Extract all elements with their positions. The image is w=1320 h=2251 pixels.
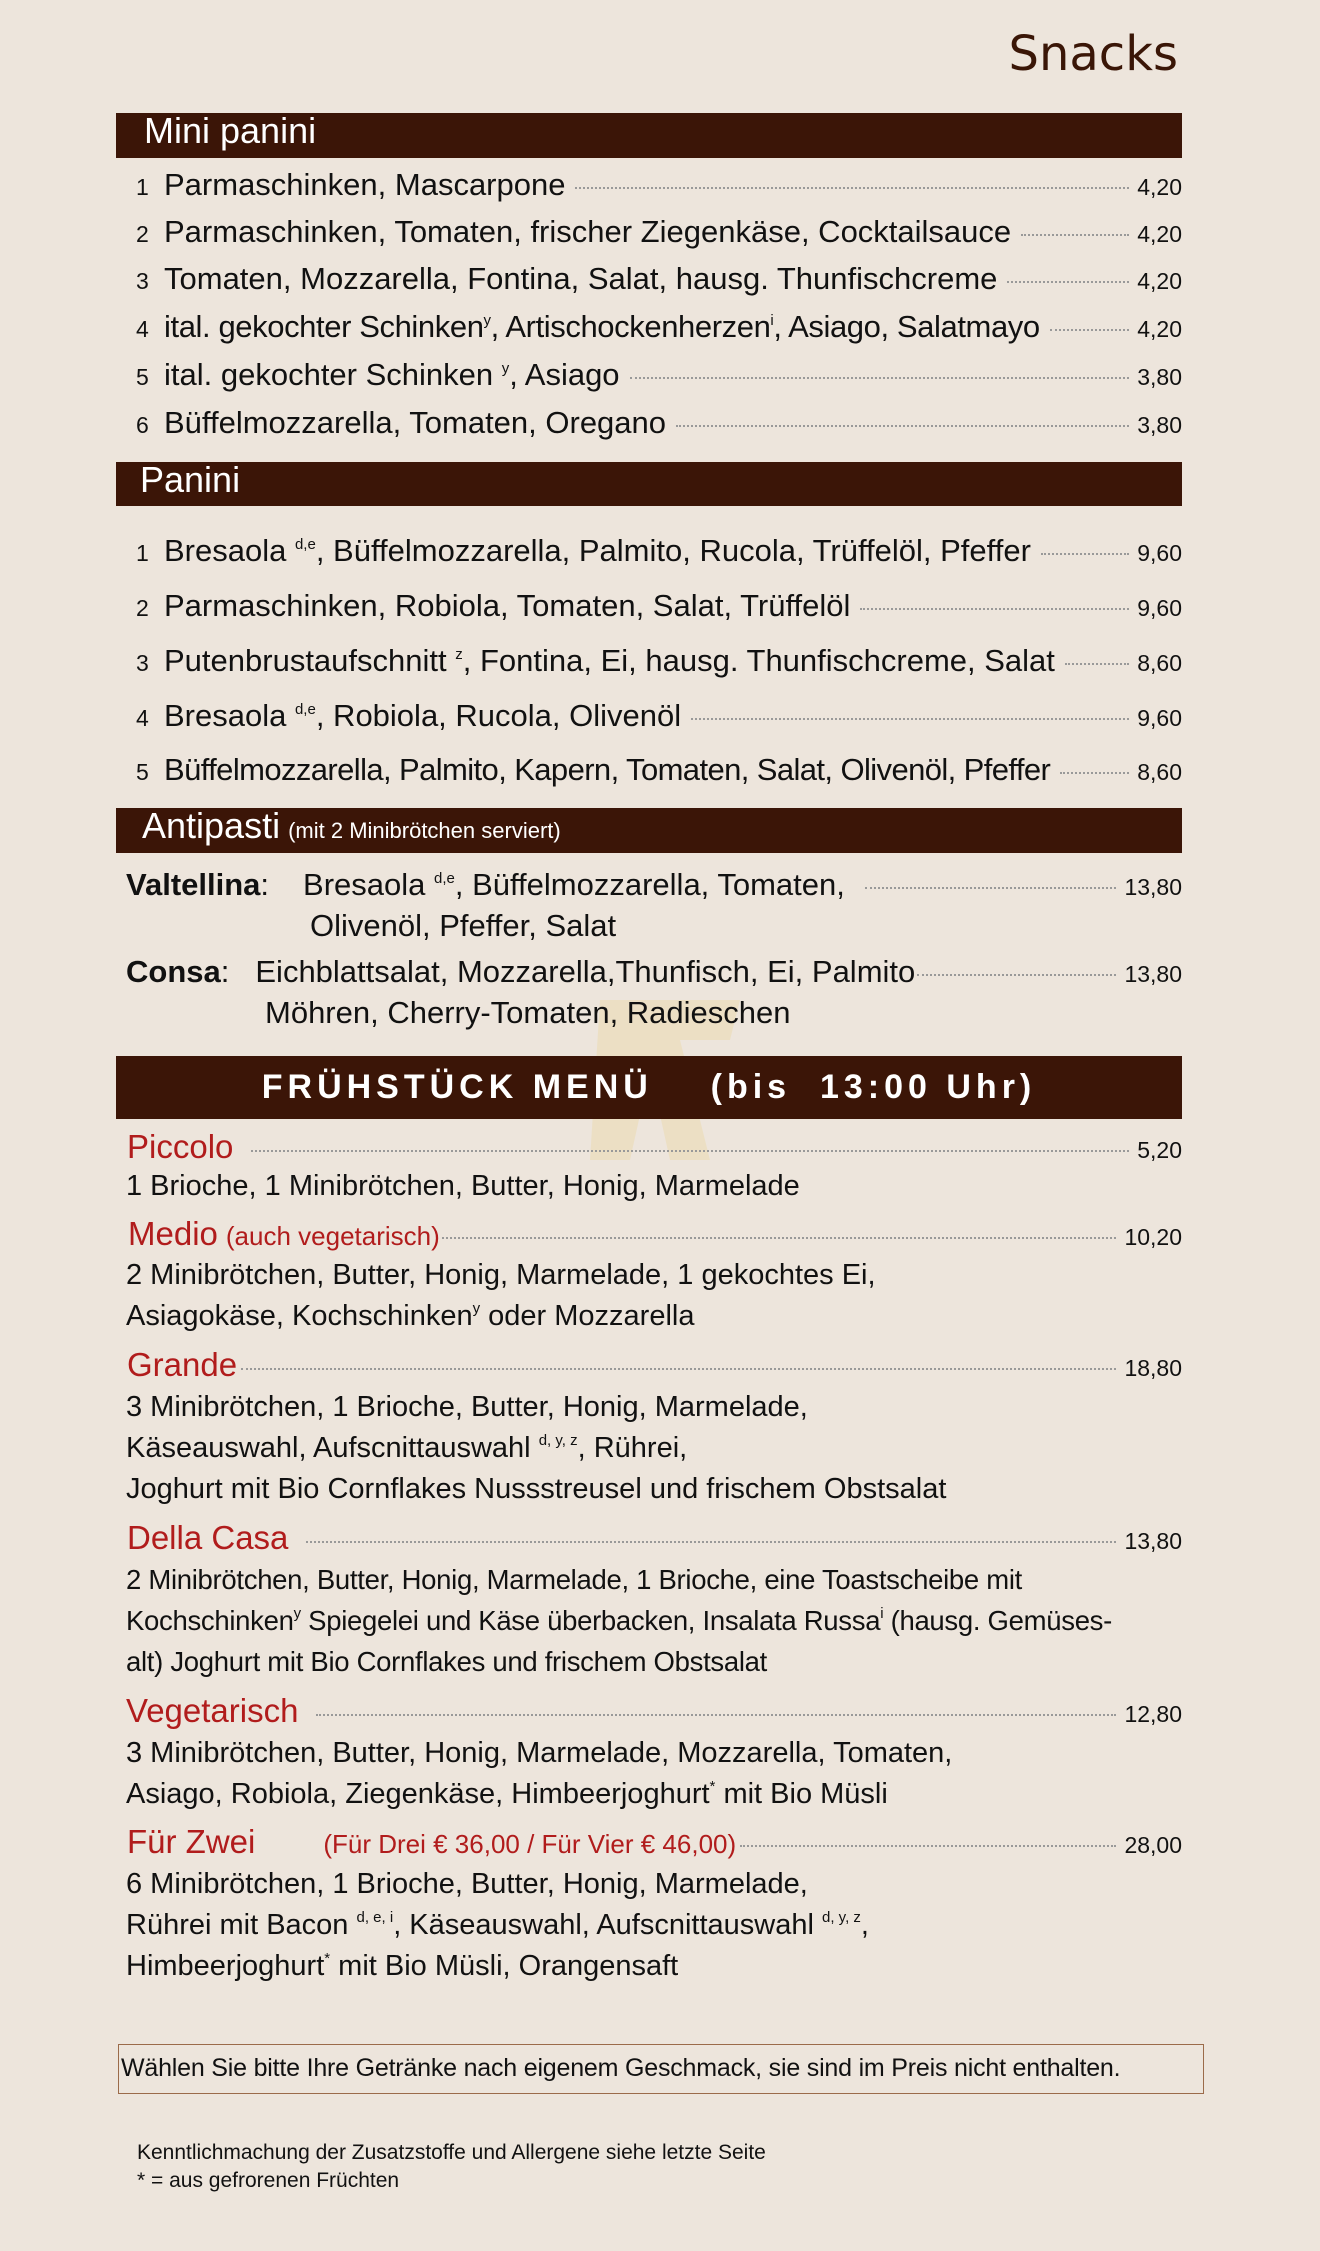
breakfast-item — [116, 1692, 1182, 1730]
menu-item — [116, 588, 1182, 624]
item-price: 8,60 — [1137, 650, 1182, 676]
leader-dots — [740, 1845, 1116, 1847]
item-number: 1 — [136, 174, 149, 200]
item-name: Della Casa — [127, 1519, 289, 1556]
item-price: 4,20 — [1137, 268, 1182, 294]
menu-item — [116, 533, 1182, 569]
footnote-allergens: Kenntlichmachung der Zusatzstoffe und Allergene siehe letzte Seite — [137, 2141, 766, 2164]
item-number: 5 — [136, 759, 149, 785]
leader-dots — [1007, 281, 1129, 283]
item-price: 9,60 — [1137, 705, 1182, 731]
item-price: 10,20 — [1124, 1224, 1182, 1250]
antipasti-item — [116, 954, 1182, 990]
item-price: 4,20 — [1137, 221, 1182, 247]
item-description: Büffelmozzarella, Tomaten, Oregano — [164, 405, 667, 440]
antipasti-item — [116, 867, 1182, 903]
breakfast-item — [116, 1823, 1182, 1861]
item-price: 28,00 — [1124, 1832, 1182, 1858]
leader-dots — [442, 1237, 1117, 1239]
item-description: Putenbrustaufschnitt $^z$, Fontina, Ei, hausg. Thunfischcreme, Salat — [164, 643, 1055, 678]
section-header-panini — [116, 459, 1182, 506]
item-number: 2 — [136, 595, 149, 621]
item-number: 2 — [136, 221, 149, 247]
item-description: Büffelmozzarella, Palmito, Kapern, Tomaten, Salat, Olivenöl, Pfeffer — [164, 752, 1051, 787]
menu-item — [116, 309, 1182, 345]
item-price: 12,80 — [1124, 1701, 1182, 1727]
breakfast-item — [116, 1128, 1182, 1166]
section-subtitle: (mit 2 Minibrötchen serviert) — [288, 818, 561, 843]
item-price: 13,80 — [1124, 874, 1182, 900]
item-number: 6 — [136, 412, 149, 438]
item-price: 5,20 — [1137, 1137, 1182, 1163]
item-price: 4,20 — [1137, 316, 1182, 342]
item-description: 6 Minibrötchen, 1 Brioche, Butter, Honig, Marmelade, Rührei mit Bacon $^{d, e, i}$, Käseauswahl, Aufscnittauswahl $^{d, y, z}$, Himbeerjoghurt* mit Bio Müsli, Orangensaft — [126, 1868, 869, 1982]
item-price: 4,20 — [1137, 174, 1182, 200]
item-description: Bresaola $^{d,e}$, Büffelmozzarella, Tomaten, — [303, 867, 845, 902]
item-description: Parmaschinken, Robiola, Tomaten, Salat, Trüffelöl — [164, 588, 851, 623]
section-header-antipasti — [116, 805, 1182, 853]
footnote-frozen: * = aus gefrorenen Früchten — [137, 2169, 400, 2192]
leader-dots — [691, 718, 1129, 720]
menu-item — [116, 357, 1182, 393]
item-name: Medio — [128, 1215, 218, 1252]
leader-dots — [1041, 553, 1129, 555]
leader-dots — [316, 1714, 1116, 1716]
item-description: 2 Minibrötchen, Butter, Honig, Marmelade, 1 gekochtes Ei, Asiagokäse, Kochschinken$^y$ oder Mozzarella — [126, 1259, 876, 1332]
item-price: 9,60 — [1137, 540, 1182, 566]
section-header-breakfast: FRÜHSTÜCK MENÜ (bis 13:00 Uhr) — [116, 1056, 1182, 1119]
item-description: Bresaola $^{d,e}$, Robiola, Rucola, Olivenöl — [164, 698, 682, 733]
item-name: Piccolo — [127, 1128, 234, 1165]
menu-item — [116, 167, 1182, 203]
item-name: Vegetarisch — [126, 1692, 299, 1729]
section-title: Mini panini — [144, 110, 317, 151]
leader-dots — [917, 974, 1116, 976]
item-note: (auch vegetarisch) — [225, 1221, 440, 1251]
item-description: 1 Brioche, 1 Minibrötchen, Butter, Honig, Marmelade — [126, 1170, 800, 1202]
item-name: Consa — [126, 954, 221, 989]
breakfast-item — [116, 1346, 1182, 1384]
item-description: 3 Minibrötchen, 1 Brioche, Butter, Honig, Marmelade, Käseauswahl, Aufscnittauswahl $^{d, y, z}$, Rührei, Joghurt mit Bio Cornflakes Nussstreusel und frischem Obstsalat — [126, 1391, 947, 1505]
drinks-note: Wählen Sie bitte Ihre Getränke nach eigenem Geschmack, sie sind im Preis nicht enthalten. — [118, 2044, 1204, 2094]
leader-dots — [251, 1150, 1129, 1152]
item-description-line2: Möhren, Cherry-Tomaten, Radieschen — [265, 995, 791, 1030]
leader-dots — [630, 377, 1130, 379]
section-title: Panini — [140, 459, 241, 500]
section-header-mini-panini — [116, 110, 1182, 158]
breakfast-item — [116, 1519, 1182, 1557]
item-price: 13,80 — [1124, 961, 1182, 987]
item-description: Parmaschinken, Mascarpone — [164, 167, 566, 202]
leader-dots — [241, 1368, 1116, 1370]
item-number: 5 — [136, 364, 149, 390]
menu-item — [116, 214, 1182, 250]
leader-dots — [1065, 663, 1129, 665]
item-number: 1 — [136, 540, 149, 566]
item-number: 3 — [136, 268, 149, 294]
item-description-line2: Olivenöl, Pfeffer, Salat — [310, 908, 617, 943]
item-number: 4 — [136, 316, 149, 342]
item-description: ital. gekochter Schinken$^y$, Artischockenherzen$^i$, Asiago, Salatmayo — [164, 309, 1040, 344]
item-price: 18,80 — [1124, 1355, 1182, 1381]
item-price: 8,60 — [1137, 759, 1182, 785]
item-description: 2 Minibrötchen, Butter, Honig, Marmelade, 1 Brioche, eine Toastscheibe mit Kochschinken$^y$ Spiegelei und Käse überbacken, Insalata Russa$^i$ (hausg. Gemüses- alt) Joghurt mit Bio Cornflakes und frischem Obstsalat — [126, 1564, 1112, 1677]
menu-item — [116, 643, 1182, 679]
item-name: Für Zwei — [127, 1823, 256, 1860]
item-note: (Für Drei € 36,00 / Für Vier € 46,00) — [323, 1829, 737, 1859]
breakfast-item — [116, 1215, 1182, 1253]
leader-dots — [865, 887, 1117, 889]
item-description: Eichblattsalat, Mozzarella,Thunfisch, Ei, Palmito — [255, 954, 916, 989]
item-description: Parmaschinken, Tomaten, frischer Ziegenkäse, Cocktailsauce — [164, 214, 1012, 249]
item-description: ital. gekochter Schinken $^y$, Asiago — [164, 357, 620, 392]
item-description: 3 Minibrötchen, Butter, Honig, Marmelade, Mozzarella, Tomaten, Asiago, Robiola, Ziegenkäse, Himbeerjoghurt* mit Bio Müsli — [126, 1737, 953, 1810]
section-title: Antipasti — [142, 805, 281, 846]
item-colon: : — [220, 954, 230, 989]
leader-dots — [575, 187, 1129, 189]
item-description: Bresaola $^{d,e}$, Büffelmozzarella, Palmito, Rucola, Trüffelöl, Pfeffer — [164, 533, 1031, 568]
item-price: 13,80 — [1124, 1528, 1182, 1554]
item-name: Valtellina — [126, 867, 261, 902]
leader-dots — [1021, 234, 1129, 236]
item-price: 3,80 — [1137, 412, 1182, 438]
item-colon: : — [260, 867, 270, 902]
item-name: Grande — [127, 1346, 238, 1383]
menu-item — [116, 752, 1182, 788]
menu-item — [116, 405, 1182, 441]
menu-item — [116, 261, 1182, 297]
leader-dots — [1060, 772, 1129, 774]
leader-dots — [1050, 329, 1129, 331]
leader-dots — [860, 608, 1129, 610]
item-number: 3 — [136, 650, 149, 676]
item-price: 3,80 — [1137, 364, 1182, 390]
page-title: Snacks — [1008, 26, 1178, 82]
leader-dots — [306, 1541, 1116, 1543]
item-price: 9,60 — [1137, 595, 1182, 621]
menu-item — [116, 698, 1182, 734]
leader-dots — [676, 425, 1129, 427]
item-description: Tomaten, Mozzarella, Fontina, Salat, hausg. Thunfischcreme — [164, 261, 998, 296]
item-number: 4 — [136, 705, 149, 731]
